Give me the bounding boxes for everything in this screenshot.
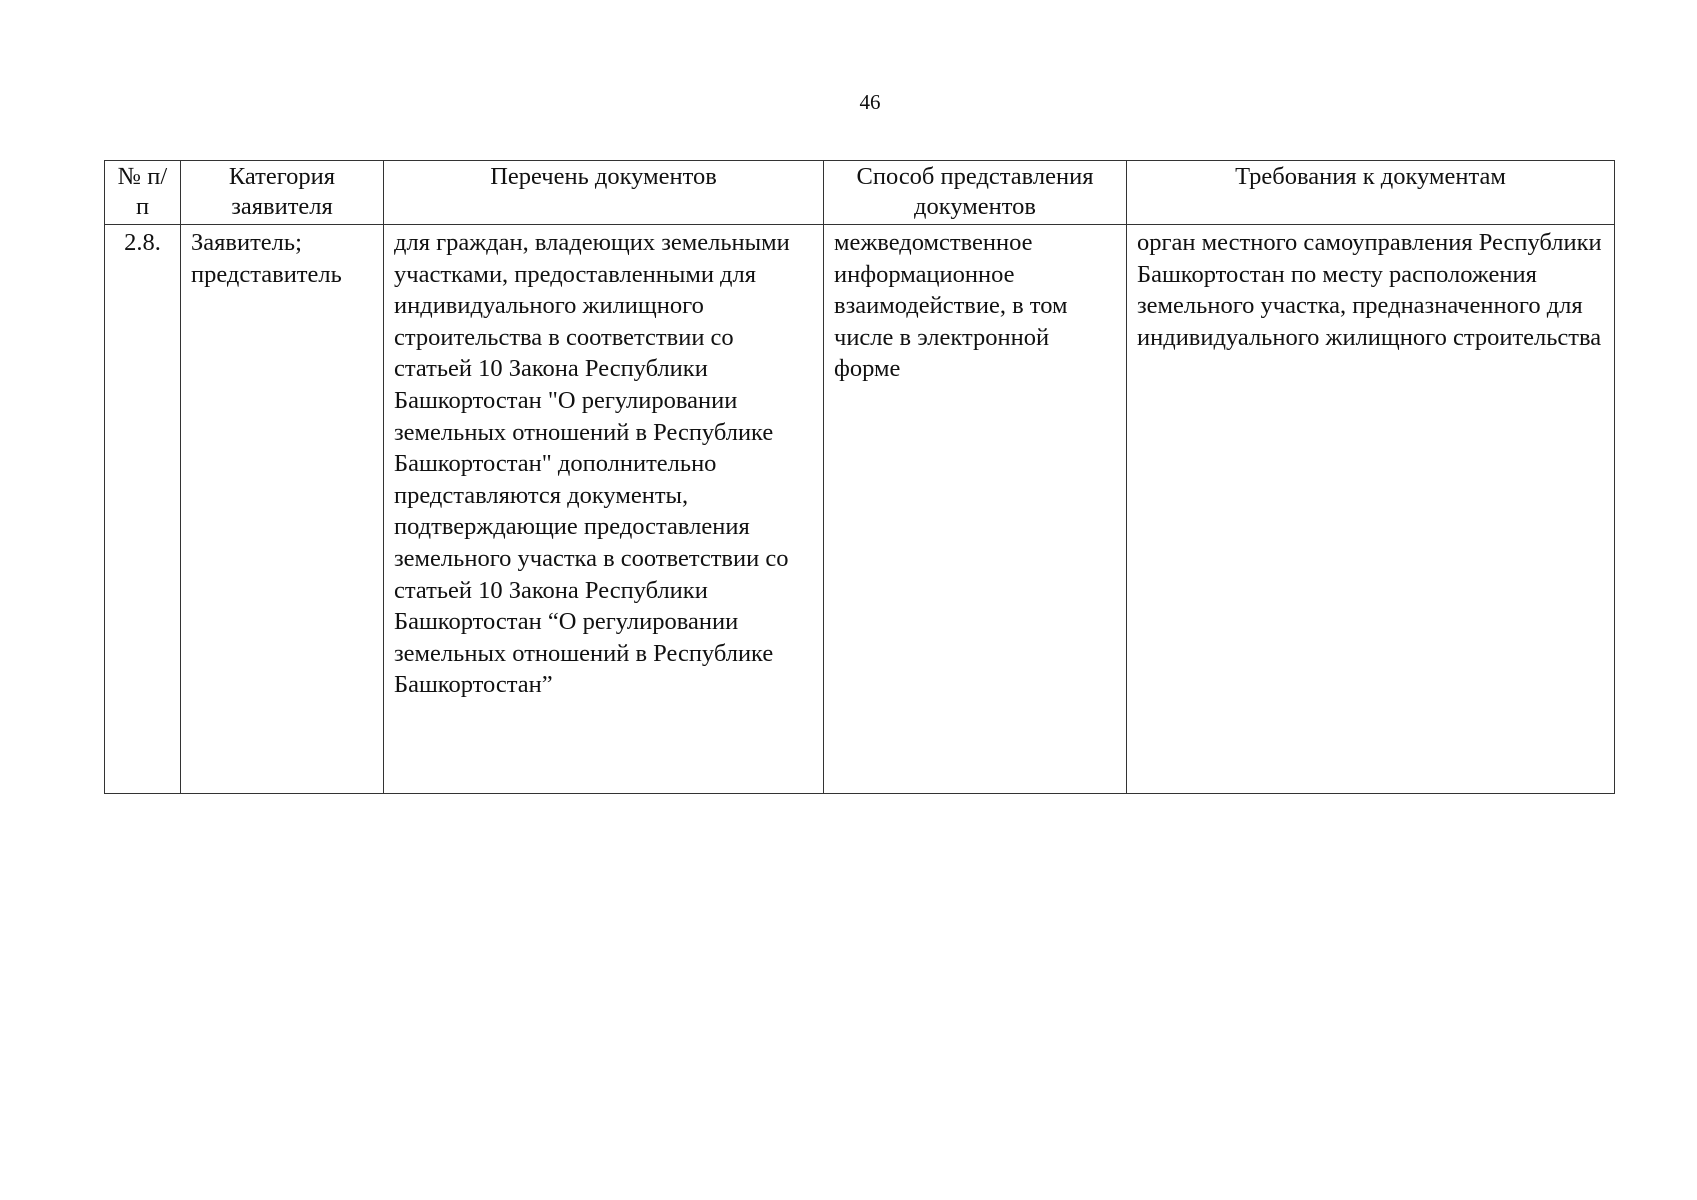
header-category: Категория заявителя (181, 161, 384, 225)
table-row (105, 225, 1615, 794)
row-num: 2.8. (105, 225, 181, 794)
row-requirements: орган местного самоуправления Республики Башкортостан по месту расположения земельного участка, предназначенного для индивидуального жилищного строительства (1127, 225, 1615, 794)
row-documents: для граждан, владеющих земельными участками, предоставленными для индивидуального жилищного строительства в соответствии со статьей 10 Закона Республики Башкортостан "О регулировании земельных отношений в Республике Башкортостан" дополнительно представляются документы, подтверждающие предоставления земельного участка в соответствии со статьей 10 Закона Республики Башкортостан “О регулировании земельных отношений в Республике Башкортостан” (384, 225, 824, 794)
header-documents: Перечень документов (384, 161, 824, 225)
header-requirements: Требования к документам (1127, 161, 1615, 225)
page-number: 46 (859, 90, 881, 114)
row-method: межведомственное информационное взаимодействие, в том числе в электронной форме (824, 225, 1127, 794)
table-header-row (105, 161, 1615, 225)
header-method: Способ представления документов (824, 161, 1127, 225)
header-num: № п/п (105, 161, 181, 225)
row-category: Заявитель; представитель (181, 225, 384, 794)
documents-table (104, 160, 1615, 794)
